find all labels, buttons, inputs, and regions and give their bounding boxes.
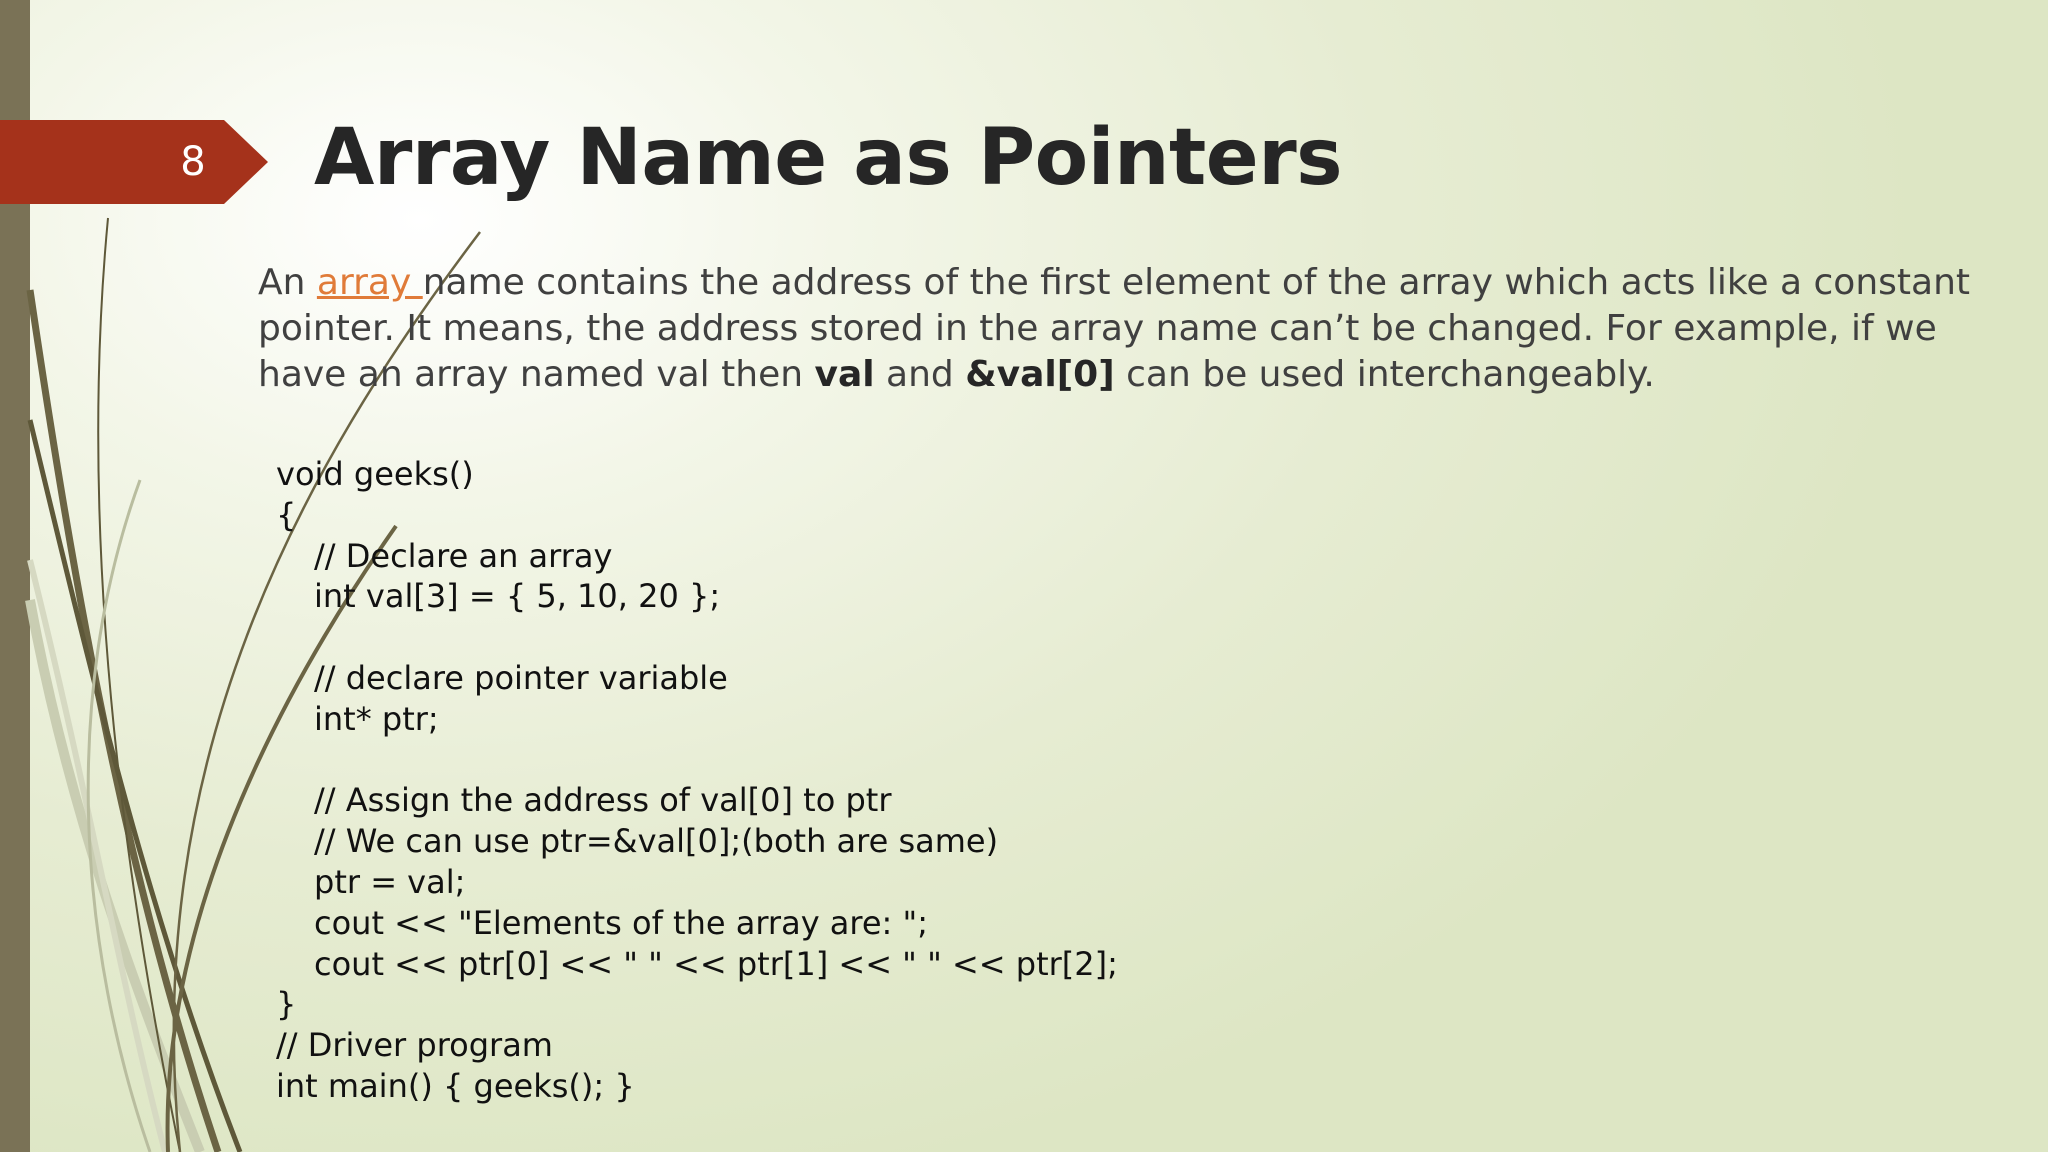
paragraph-middle: name contains the address of the first element of the array which acts like a constant pointer. It means, the address stored in the array name can’t be changed. For example, if we have an array named val then [258,262,1970,395]
array-link[interactable]: array [316,262,423,303]
paragraph-suffix: can be used interchangeably. [1114,354,1655,395]
code-line: } [276,985,297,1024]
paragraph-and: and [874,354,966,395]
code-line: int main() { geeks(); } [276,1066,635,1105]
code-line: { [276,495,297,534]
code-block [276,454,1118,1107]
code-line: // Declare an array [314,536,613,575]
slide-number: 8 [180,139,206,185]
bold-val: val [814,354,875,395]
slide-title: Array Name as Pointers [314,113,1343,203]
code-line: // Driver program [276,1026,553,1065]
paragraph-prefix: An [258,262,317,303]
code-line: cout << "Elements of the array are: "; [314,903,928,942]
code-line-blank [276,617,1118,658]
code-line: // declare pointer variable [314,658,728,697]
code-line: cout << ptr[0] << " " << ptr[1] << " " << ptr[2]; [314,944,1118,983]
bold-val-address: &val[0] [965,354,1115,395]
code-line: ptr = val; [314,862,466,901]
code-line: // Assign the address of val[0] to ptr [314,781,892,820]
slide-number-tag [0,120,268,204]
body-paragraph [258,260,2018,398]
code-line-blank [276,740,1118,781]
code-line: int val[3] = { 5, 10, 20 }; [314,577,721,616]
code-line: int* ptr; [314,699,439,738]
code-line: void geeks() [276,455,474,493]
code-line: // We can use ptr=&val[0];(both are same) [314,822,999,861]
